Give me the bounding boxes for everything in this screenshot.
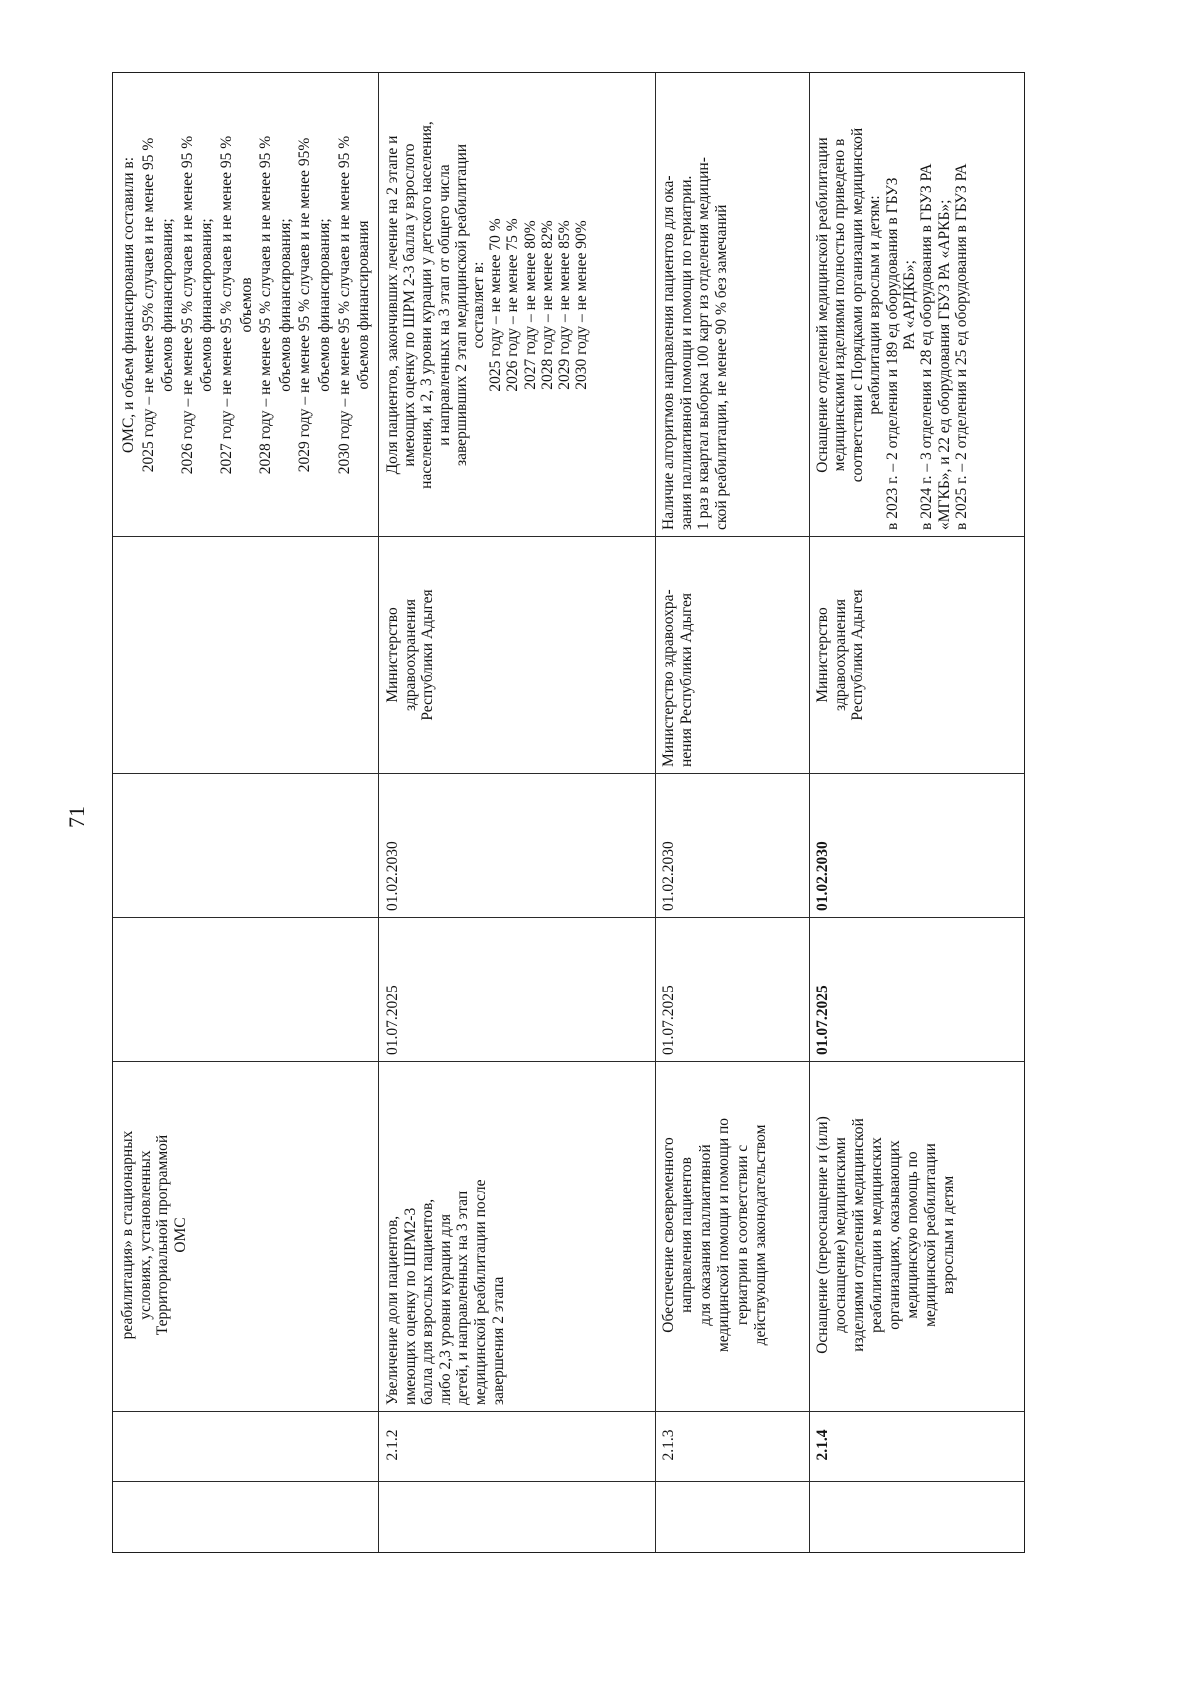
result-cell — [118, 76, 374, 534]
column-divider — [113, 773, 1024, 774]
result-line: РА «АРДКБ»; — [901, 260, 919, 350]
event-line: действующим законодательством — [752, 1124, 770, 1346]
event-line: балла для взрослых пациентов, — [419, 1198, 437, 1405]
result-cell — [659, 76, 749, 534]
result-line: Оснащение отделений медицинской реабилитации — [814, 137, 831, 473]
event-line: организациях, оказывающих — [886, 1140, 903, 1330]
end-date: 01.02.2030 — [814, 841, 831, 911]
row-number-cell — [383, 1411, 413, 1479]
start-date: 01.07.2025 — [814, 985, 831, 1055]
result-line: завершивших 2 этап медицинской реабилитации — [452, 143, 470, 467]
result-line: 2029 году – не менее 85% — [556, 220, 574, 390]
event-line: Оснащение (переоснащение и (или) — [814, 1116, 831, 1354]
end-date-cell — [813, 775, 841, 915]
result-line: ОМС, и объем финансирования составили в: — [120, 157, 137, 454]
result-line: 1 раз в квартал выборка 100 карт из отделения медицин- — [695, 157, 713, 530]
event-line: взрослым и детям — [940, 1175, 957, 1295]
row-number: 2.1.4 — [814, 1429, 831, 1461]
end-date: 01.02.2030 — [660, 841, 677, 911]
row-divider — [655, 73, 656, 1552]
column-divider — [113, 1481, 1024, 1482]
event-line: направления пациентов — [678, 1157, 696, 1313]
result-line: 2025 году – не менее 95% случаев и не менее 95 % — [139, 137, 157, 473]
column-divider — [113, 1411, 1024, 1412]
result-line: реабилитации взрослым и детям: — [866, 195, 884, 415]
event-line: медицинской помощи и помощи по — [715, 1117, 733, 1353]
result-line: в 2025 г. – 2 отделения и 25 ед оборудования в ГБУЗ РА — [953, 163, 971, 530]
end-date-cell — [383, 775, 411, 915]
responsible-line: Министерство — [384, 607, 401, 703]
rotated-table — [112, 72, 1025, 1553]
event-line: завершения 2 этапа — [489, 1276, 507, 1405]
result-line: «МГКБ», и 22 ед оборудования ГБУЗ РА «АРКБ»; — [935, 199, 953, 530]
result-line: объемов финансирования; — [198, 218, 216, 392]
start-date-cell — [813, 919, 841, 1059]
event-line: изделиями отделений медицинской — [850, 1118, 867, 1352]
result-line: и направленных на 3 этап от общего числа — [435, 164, 453, 446]
event-line: реабилитации в медицинских — [868, 1137, 885, 1333]
event-line: условиях, установленных — [136, 1150, 154, 1320]
result-line: Доля пациентов, закончивших лечение на 2 этапе и — [384, 135, 401, 475]
result-cell — [813, 76, 1025, 534]
event-line: Территориальной программой — [154, 1134, 172, 1336]
row-number: 2.1.2 — [384, 1429, 401, 1461]
column-divider — [113, 917, 1024, 918]
row-number-cell — [659, 1411, 689, 1479]
event-line: медицинскую помощь по — [904, 1151, 921, 1319]
responsible-cell — [659, 539, 707, 771]
responsible-line: здравоохранения — [831, 599, 849, 711]
event-line: имеющих оценку по ШРМ2-3 — [401, 1207, 419, 1405]
result-line: объемов — [237, 277, 255, 333]
responsible-line: Министерство здравоохра- — [660, 589, 677, 767]
row-divider — [378, 73, 379, 1552]
result-line: 2026 году – не менее 75 % — [504, 218, 522, 392]
result-line: ской реабилитации, не менее 90 % без замечаний — [712, 204, 730, 530]
result-line: 2030 году – не менее 90% — [573, 220, 591, 390]
event-line: медицинской реабилитации после — [471, 1179, 489, 1405]
event-line: реабилитация» в стационарных — [119, 1130, 136, 1340]
result-line: 2026 году – не менее 95 % случаев и не менее 95 % — [178, 135, 196, 475]
result-line: 2029 году – не менее 95 % случаев и не менее 95% — [296, 137, 314, 473]
result-line: в 2024 г. – 3 отделения и 28 ед оборудования в ГБУЗ РА — [918, 163, 936, 530]
result-line: 2028 году – не менее 95 % случаев и не менее 95 % — [257, 135, 275, 475]
responsible-line: Министерство — [814, 607, 831, 703]
row-number-cell — [813, 1411, 843, 1479]
event-line: ОМС — [171, 1217, 189, 1253]
result-line: населения, и 2, 3 уровни курации у детского населения, — [418, 121, 436, 489]
end-date: 01.02.2030 — [384, 841, 401, 911]
event-cell — [813, 1061, 963, 1409]
event-line: Увеличение доли пациентов, — [384, 1215, 401, 1405]
result-line: 2027 году – не менее 80% — [521, 220, 539, 390]
result-line: зания паллиативной помощи и помощи по гериатрии. — [677, 175, 695, 530]
event-line: детей, и направленных на 3 этап — [454, 1190, 472, 1405]
result-line: объемов финансирования; — [276, 218, 294, 392]
event-line: гериатрии в соответствии с — [733, 1144, 751, 1326]
responsible-line: здравоохранения — [401, 599, 419, 711]
result-cell — [383, 76, 651, 534]
responsible-line: нения Республики Адыгея — [677, 592, 695, 767]
responsible-cell — [383, 539, 449, 771]
row-divider — [809, 73, 810, 1552]
result-line: объемов финансирования — [355, 220, 373, 390]
result-line: имеющих оценку по ШРМ 2-3 балла у взрослого — [401, 143, 419, 467]
responsible-line: Республики Адыгея — [849, 589, 867, 721]
event-cell — [118, 1061, 211, 1409]
page-number: 71 — [64, 806, 89, 828]
result-line: объемов финансирования; — [159, 218, 177, 392]
result-line: медицинскими изделиями полностью приведено в — [831, 138, 849, 472]
event-cell — [383, 1061, 519, 1409]
event-line: либо 2,3 уровни курации для — [436, 1213, 454, 1405]
start-date-cell — [383, 919, 411, 1059]
result-line: в 2023 г. – 2 отделения и 189 ед оборудования в ГБУЗ — [883, 177, 901, 530]
event-cell — [659, 1061, 795, 1409]
result-line: 2028 году – не менее 82% — [538, 220, 556, 390]
result-line: составляет в: — [470, 261, 488, 349]
result-line: 2030 году – не менее 95 % случаев и не менее 95 % — [335, 135, 353, 475]
event-line: для оказания паллиативной — [696, 1144, 714, 1326]
column-divider — [113, 536, 1024, 537]
result-line: Наличие алгоритмов направления пациентов для ока- — [660, 175, 677, 530]
start-date-cell — [659, 919, 687, 1059]
result-line: 2025 году – не менее 70 % — [487, 218, 505, 392]
end-date-cell — [659, 775, 687, 915]
result-line: 2027 году – не менее 95 % случаев и не менее 95 % — [217, 135, 235, 475]
event-line: Обеспечение своевременного — [660, 1137, 677, 1333]
event-line: медицинской реабилитации — [922, 1143, 939, 1327]
result-line: соответствии с Порядками организации медицинской — [848, 127, 866, 483]
event-line: дооснащение) медицинскими — [832, 1137, 849, 1333]
row-number: 2.1.3 — [660, 1429, 677, 1461]
responsible-cell — [813, 539, 879, 771]
result-line: объемов финансирования; — [315, 218, 333, 392]
start-date: 01.07.2025 — [384, 985, 401, 1055]
start-date: 01.07.2025 — [660, 985, 677, 1055]
responsible-line: Республики Адыгея — [419, 589, 437, 721]
